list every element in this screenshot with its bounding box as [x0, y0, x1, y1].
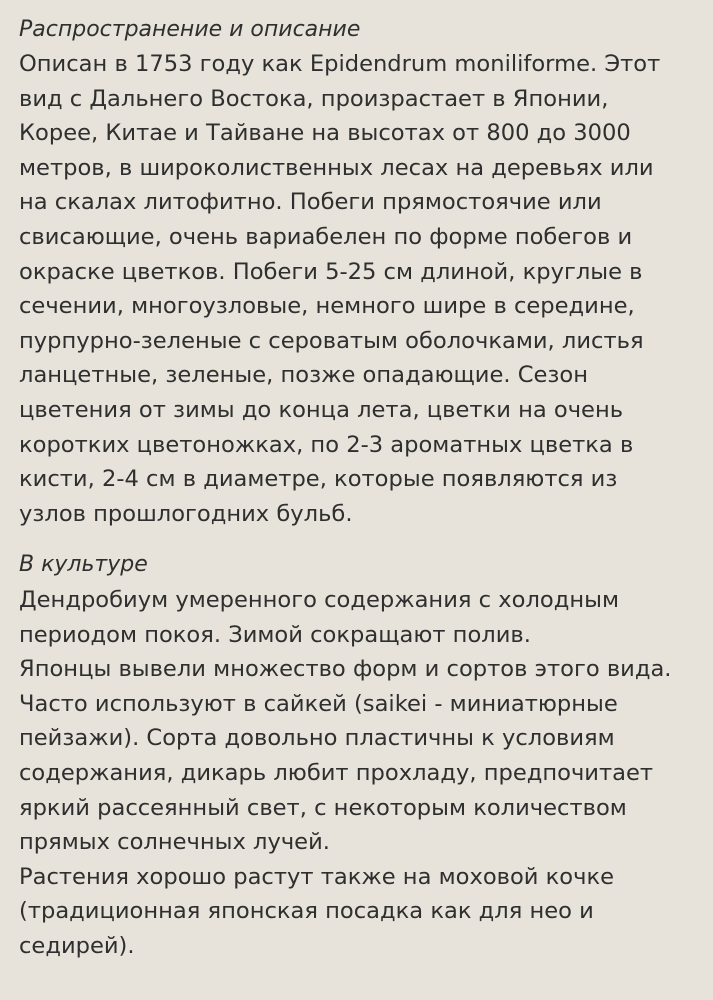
text-line: седирей).: [19, 932, 135, 959]
text-line: (традиционная японская посадка как для нео и: [19, 898, 594, 925]
text-line: Японцы вывели множество форм и сортов этого вида.: [19, 656, 672, 683]
paragraph-distribution: [19, 47, 660, 531]
section-heading-culture: В культуре: [19, 552, 148, 577]
text-line: пурпурно-зеленые с сероватым оболочками, листья: [19, 327, 644, 354]
text-line: метров, в широколиственных лесах на деревьях или: [19, 154, 654, 181]
text-line: Дендробиум умеренного содержания с холодным: [19, 587, 620, 613]
text-line: кисти, 2-4 см в диаметре, которые появляются из: [19, 466, 618, 493]
text-line: узлов прошлогодних бульб.: [19, 500, 353, 527]
text-line: свисающие, очень вариабелен по форме побегов и: [19, 223, 633, 250]
text-line: Растения хорошо растут также на моховой кочке: [19, 863, 615, 890]
text-line: коротких цветоножках, по 2-3 ароматных цветка в: [19, 431, 634, 458]
text-line: Корее, Китае и Тайване на высотах от 800 до 3000: [19, 120, 631, 147]
text-line: периодом покоя. Зимой сокращают полив.: [19, 621, 531, 648]
paragraph-culture: [19, 583, 672, 964]
text-line: сечении, многоузловые, немного шире в середине,: [19, 293, 635, 320]
text-line: Часто используют в сайкей (saikei - миниатюрные: [19, 690, 618, 717]
text-line: окраске цветков. Побеги 5-25 см длиной, круглые в: [19, 258, 643, 285]
text-line: ланцетные, зеленые, позже опадающие. Сезон: [19, 362, 588, 389]
text-line: вид с Дальнего Востока, произрастает в Японии,: [19, 85, 609, 112]
text-line: яркий рассеянный свет, с некоторым количеством: [19, 794, 627, 821]
text-line: цветения от зимы до конца лета, цветки на очень: [19, 396, 624, 423]
text-line: пейзажи). Сорта довольно пластичны к условиям: [19, 725, 615, 752]
text-line: прямых солнечных лучей.: [19, 829, 330, 856]
text-line: на скалах литофитно. Побеги прямостоячие или: [19, 189, 602, 216]
section-heading-distribution: Распространение и описание: [19, 17, 361, 42]
text-line: содержания, дикарь любит прохладу, предпочитает: [19, 759, 654, 786]
text-line: Описан в 1753 году как Epidendrum moniliforme. Этот: [19, 51, 661, 77]
